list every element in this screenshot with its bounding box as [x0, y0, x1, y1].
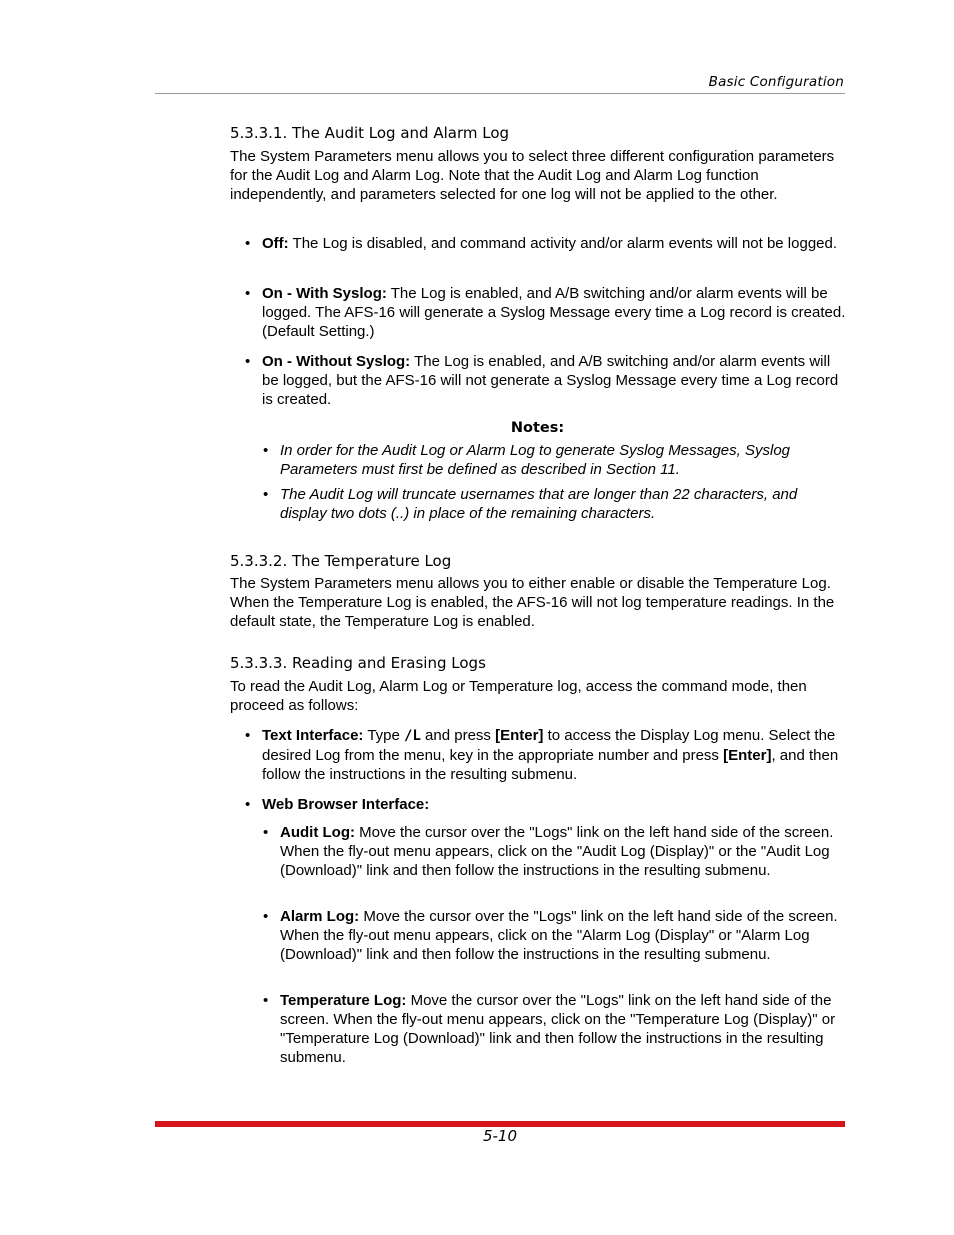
- item-text: Move the cursor over the "Logs" link on the left hand side of the screen. When the fly-out menu appears, click on the "Alarm Log (Display" or "Alarm Log (Download)" link and then follow the instructions in the resulting submenu.: [280, 908, 838, 963]
- bullet-icon: •: [245, 285, 251, 302]
- option-on-with-syslog: [245, 284, 847, 341]
- section-body-temperature: The System Parameters menu allows you to either enable or disable the Temperature Log. When the Temperature Log is enabled, the AFS-16 will not log temperature readings. In the default state, the Temperature Log is enabled.: [230, 575, 835, 630]
- section-heading-audit-alarm: 5.3.3.1. The Audit Log and Alarm Log: [230, 124, 510, 142]
- bullet-icon: •: [245, 796, 251, 813]
- bullet-icon: •: [245, 727, 251, 744]
- item-text: , and then follow the instructions in the resulting submenu.: [262, 747, 839, 783]
- page-header-title: Basic Configuration: [708, 74, 844, 90]
- note-text: The Audit Log will truncate usernames that are longer than 22 characters, and display two dots (..) in place of the remaining characters.: [280, 486, 798, 522]
- note-text: In order for the Audit Log or Alarm Log to generate Syslog Messages, Syslog Parameters must first be defined as described in Section 11.: [280, 442, 790, 478]
- section-heading-reading-erasing: 5.3.3.3. Reading and Erasing Logs: [230, 654, 486, 672]
- item-label: Alarm Log:: [280, 908, 360, 925]
- item-text: to access the Display Log menu. Select the desired Log from the menu, key in the appropriate number and press: [262, 727, 836, 764]
- key-label: [Enter]: [723, 747, 772, 764]
- item-label: Web Browser Interface:: [262, 796, 430, 813]
- command-text: /L: [404, 728, 421, 744]
- item-label: Audit Log:: [280, 824, 355, 841]
- text-interface-item: [245, 726, 847, 784]
- bullet-icon: •: [245, 353, 251, 370]
- option-off: [245, 234, 847, 253]
- bullet-icon: •: [263, 486, 269, 503]
- bullet-icon: •: [245, 235, 251, 252]
- section-intro-reading-erasing: To read the Audit Log, Alarm Log or Temperature log, access the command mode, then proceed as follows:: [230, 678, 807, 714]
- section-heading-temperature: 5.3.3.2. The Temperature Log: [230, 552, 452, 570]
- web-item-audit-log: [263, 823, 840, 880]
- section-intro-audit-alarm: The System Parameters menu allows you to select three different configuration parameters for the Audit Log and Alarm Log. Note that the Audit Log and Alarm Log function independently, and parameters selected for one log will not be applied to the other.: [230, 148, 835, 203]
- item-text: and press: [420, 727, 496, 744]
- web-item-alarm-log: [263, 907, 840, 964]
- item-label: Temperature Log:: [280, 992, 407, 1009]
- item-text: Move the cursor over the "Logs" link on the left hand side of the screen. When the fly-out menu appears, click on the "Audit Log (Display)" or the "Audit Log (Download)" link and then follow the instructions in the resulting submenu.: [280, 824, 834, 879]
- option-label: Off:: [262, 235, 289, 252]
- web-interface-item: [245, 795, 847, 814]
- bullet-icon: •: [263, 908, 269, 925]
- note-item: [263, 485, 840, 523]
- page-number: 5-10: [482, 1127, 518, 1145]
- bullet-icon: •: [263, 824, 269, 841]
- header-rule: [155, 93, 845, 94]
- option-text: The Log is disabled, and command activity and/or alarm events will not be logged.: [288, 235, 838, 252]
- note-item: [263, 441, 840, 479]
- item-text: Move the cursor over the "Logs" link on the left hand side of the screen. When the fly-out menu appears, click on the "Temperature Log (Display)" or "Temperature Log (Download)" link and then follow the instructions in the resulting submenu.: [280, 992, 836, 1066]
- option-on-without-syslog: [245, 352, 847, 409]
- option-text: The Log is enabled, and A/B switching and/or alarm events will be logged. The AFS-16 will generate a Syslog Message every time a Log record is created. (Default Setting.): [262, 285, 846, 340]
- web-item-temperature-log: [263, 991, 840, 1067]
- bullet-icon: •: [263, 992, 269, 1009]
- item-text: Type: [363, 727, 405, 744]
- notes-heading: Notes:: [510, 420, 565, 436]
- option-label: On - With Syslog:: [262, 285, 387, 302]
- option-label: On - Without Syslog:: [262, 353, 411, 370]
- item-label: Text Interface:: [262, 727, 364, 744]
- option-text: The Log is enabled, and A/B switching and/or alarm events will be logged, but the AFS-16 will not generate a Syslog Message every time a Log record is created.: [262, 353, 839, 408]
- key-label: [Enter]: [495, 727, 544, 744]
- bullet-icon: •: [263, 442, 269, 459]
